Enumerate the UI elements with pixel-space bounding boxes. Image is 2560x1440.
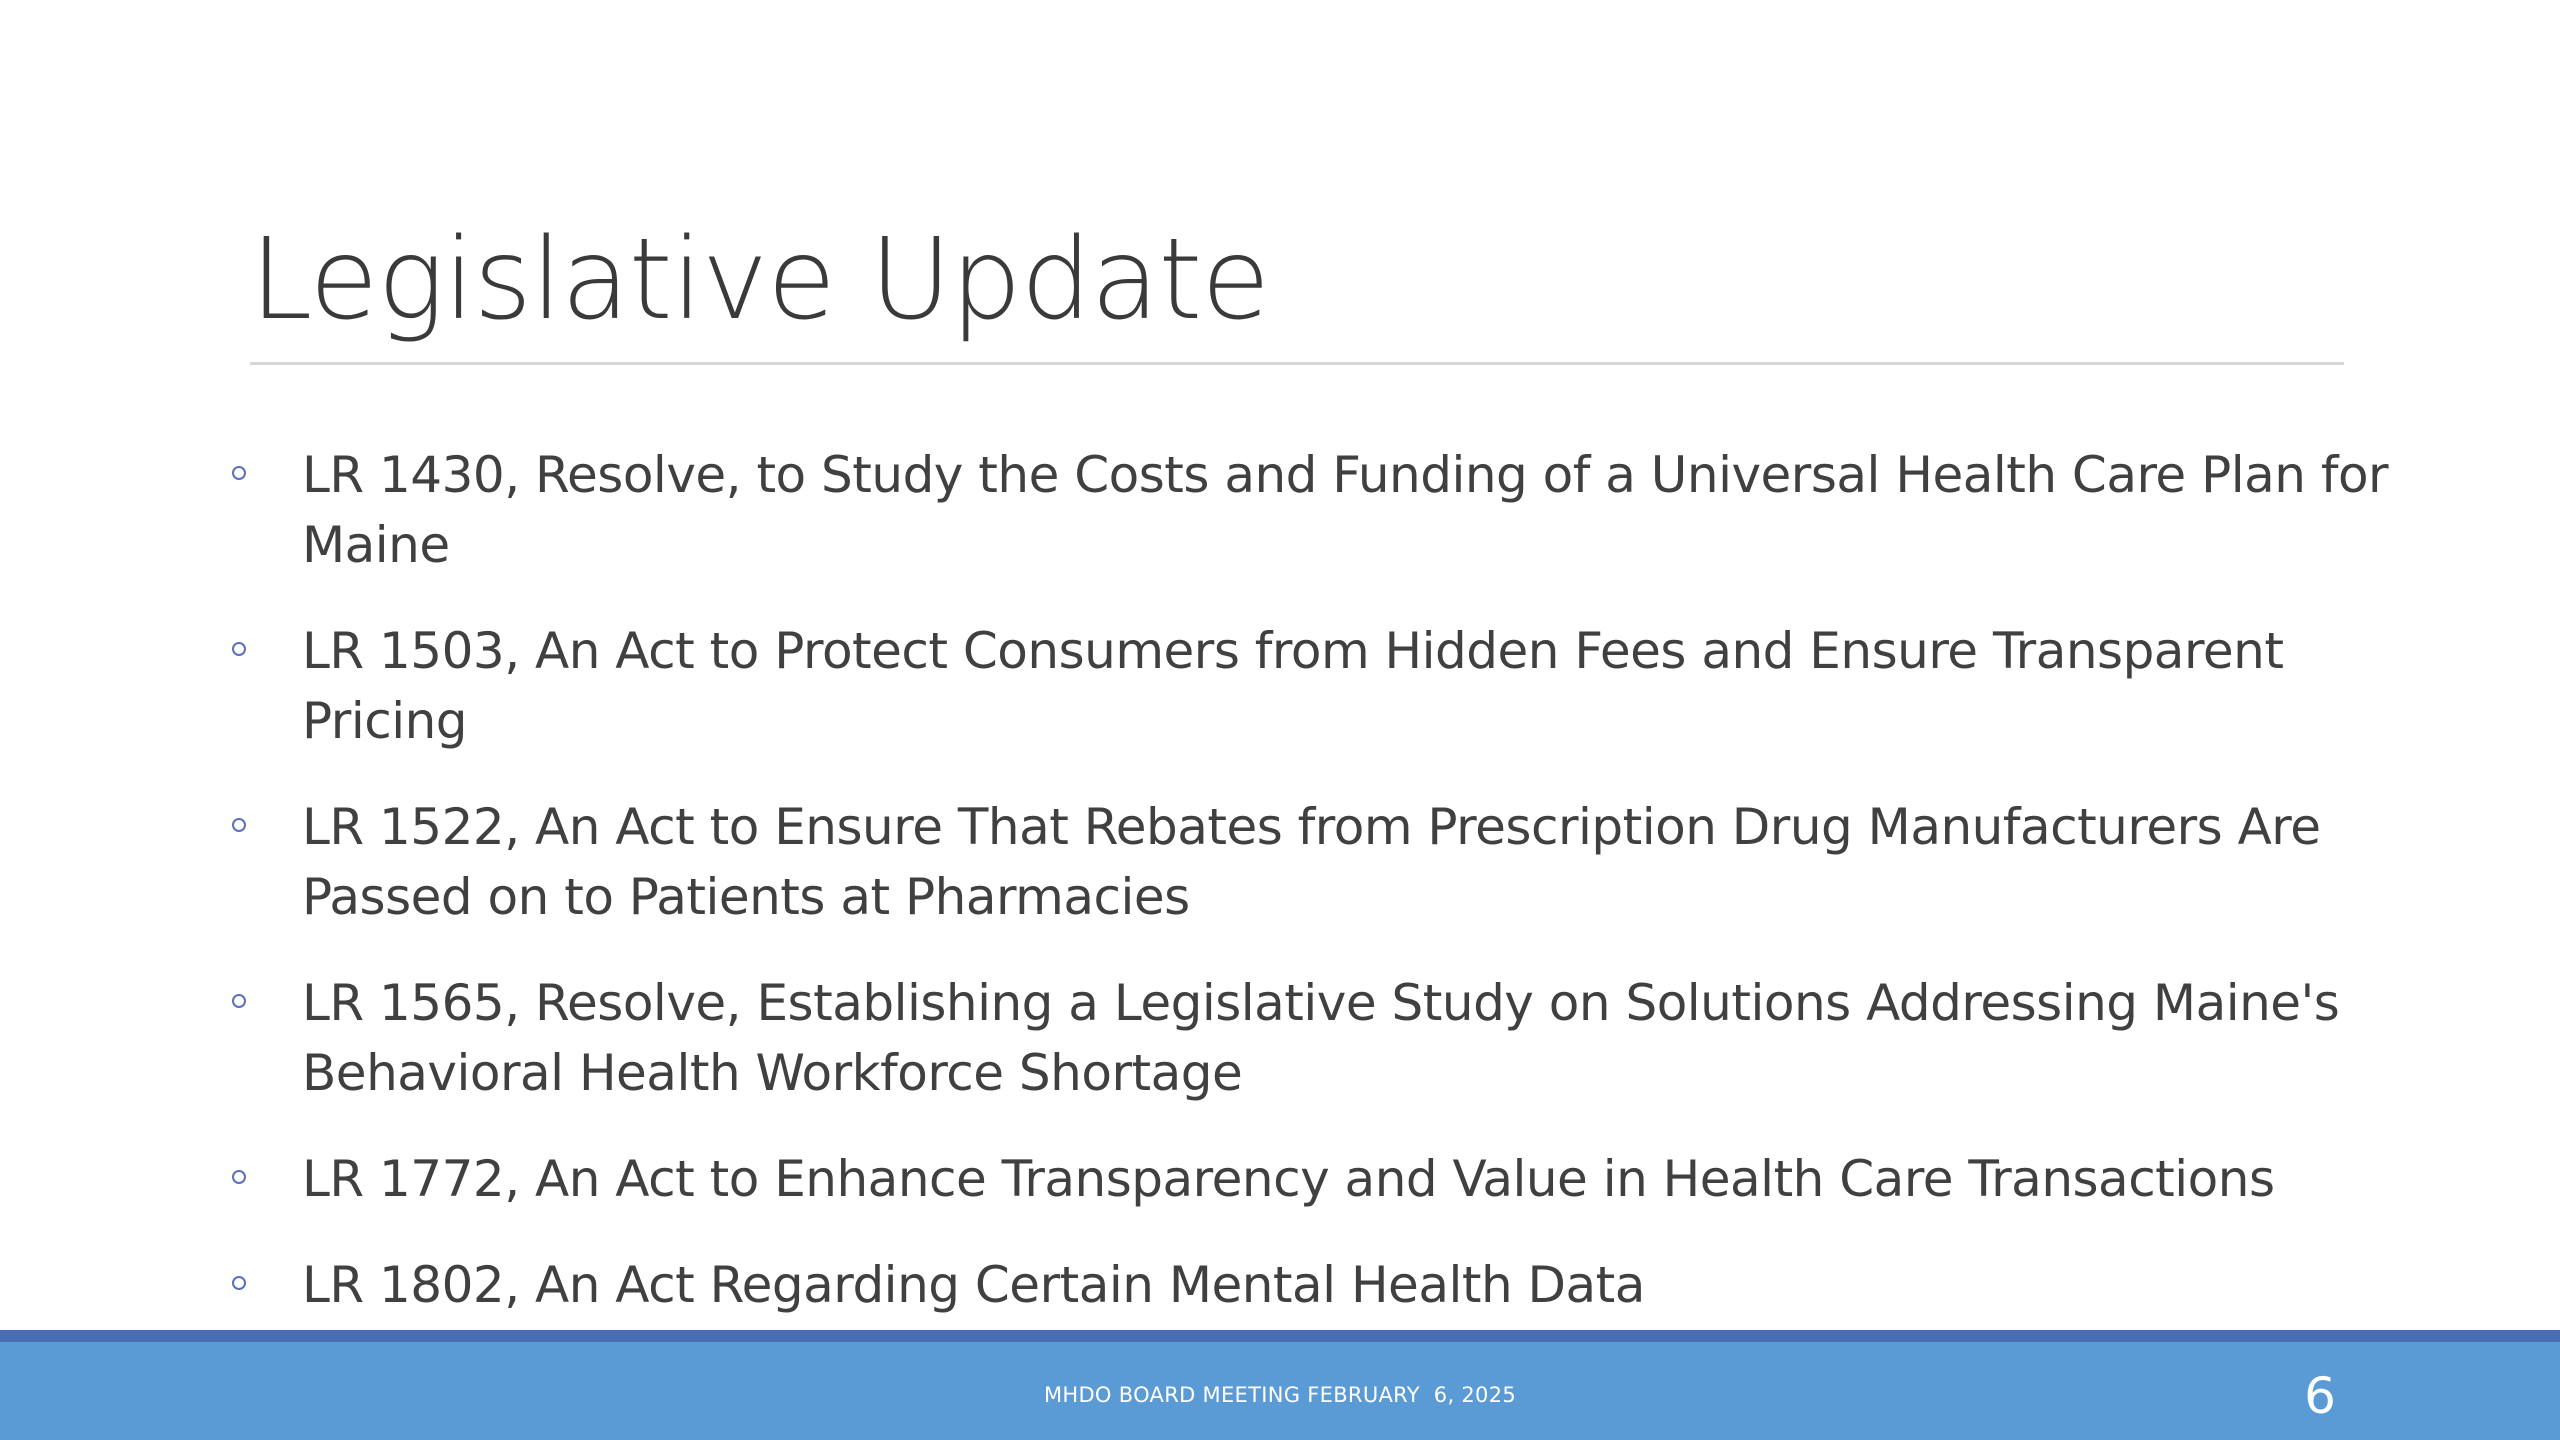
bullet-text: LR 1772, An Act to Enhance Transparency and Value in Health Care Transactions [302, 1150, 2275, 1208]
bullet-item [230, 1144, 2400, 1214]
page-number: 6 [2304, 1367, 2336, 1425]
hollow-circle-bullet-icon [232, 1276, 246, 1290]
bullet-item [230, 792, 2400, 932]
bullet-item [230, 616, 2400, 756]
bullet-item [230, 440, 2400, 580]
footer-accent-line [0, 1330, 2560, 1342]
hollow-circle-bullet-icon [232, 466, 246, 480]
bullet-item [230, 1250, 2400, 1320]
hollow-circle-bullet-icon [232, 642, 246, 656]
bullet-text: LR 1503, An Act to Protect Consumers from Hidden Fees and Ensure Transparent Pricing [302, 622, 2284, 750]
bullet-text: LR 1522, An Act to Ensure That Rebates from Prescription Drug Manufacturers Are Passed on to Patients at Pharmacies [302, 798, 2321, 926]
title-underline [250, 362, 2344, 365]
bullet-text: LR 1802, An Act Regarding Certain Mental Health Data [302, 1256, 1645, 1314]
bullet-text: LR 1430, Resolve, to Study the Costs and Funding of a Universal Health Care Plan for Maine [302, 446, 2389, 574]
hollow-circle-bullet-icon [232, 994, 246, 1008]
footer-text: MHDO BOARD MEETING FEBRUARY 6, 2025 [1043, 1383, 1517, 1407]
bullet-item [230, 968, 2400, 1108]
slide-title: Legislative Update [250, 215, 1270, 345]
bullet-list [230, 440, 2400, 1356]
hollow-circle-bullet-icon [232, 818, 246, 832]
hollow-circle-bullet-icon [232, 1170, 246, 1184]
bullet-text: LR 1565, Resolve, Establishing a Legislative Study on Solutions Addressing Maine's Behavioral Health Workforce Shortage [302, 974, 2340, 1102]
